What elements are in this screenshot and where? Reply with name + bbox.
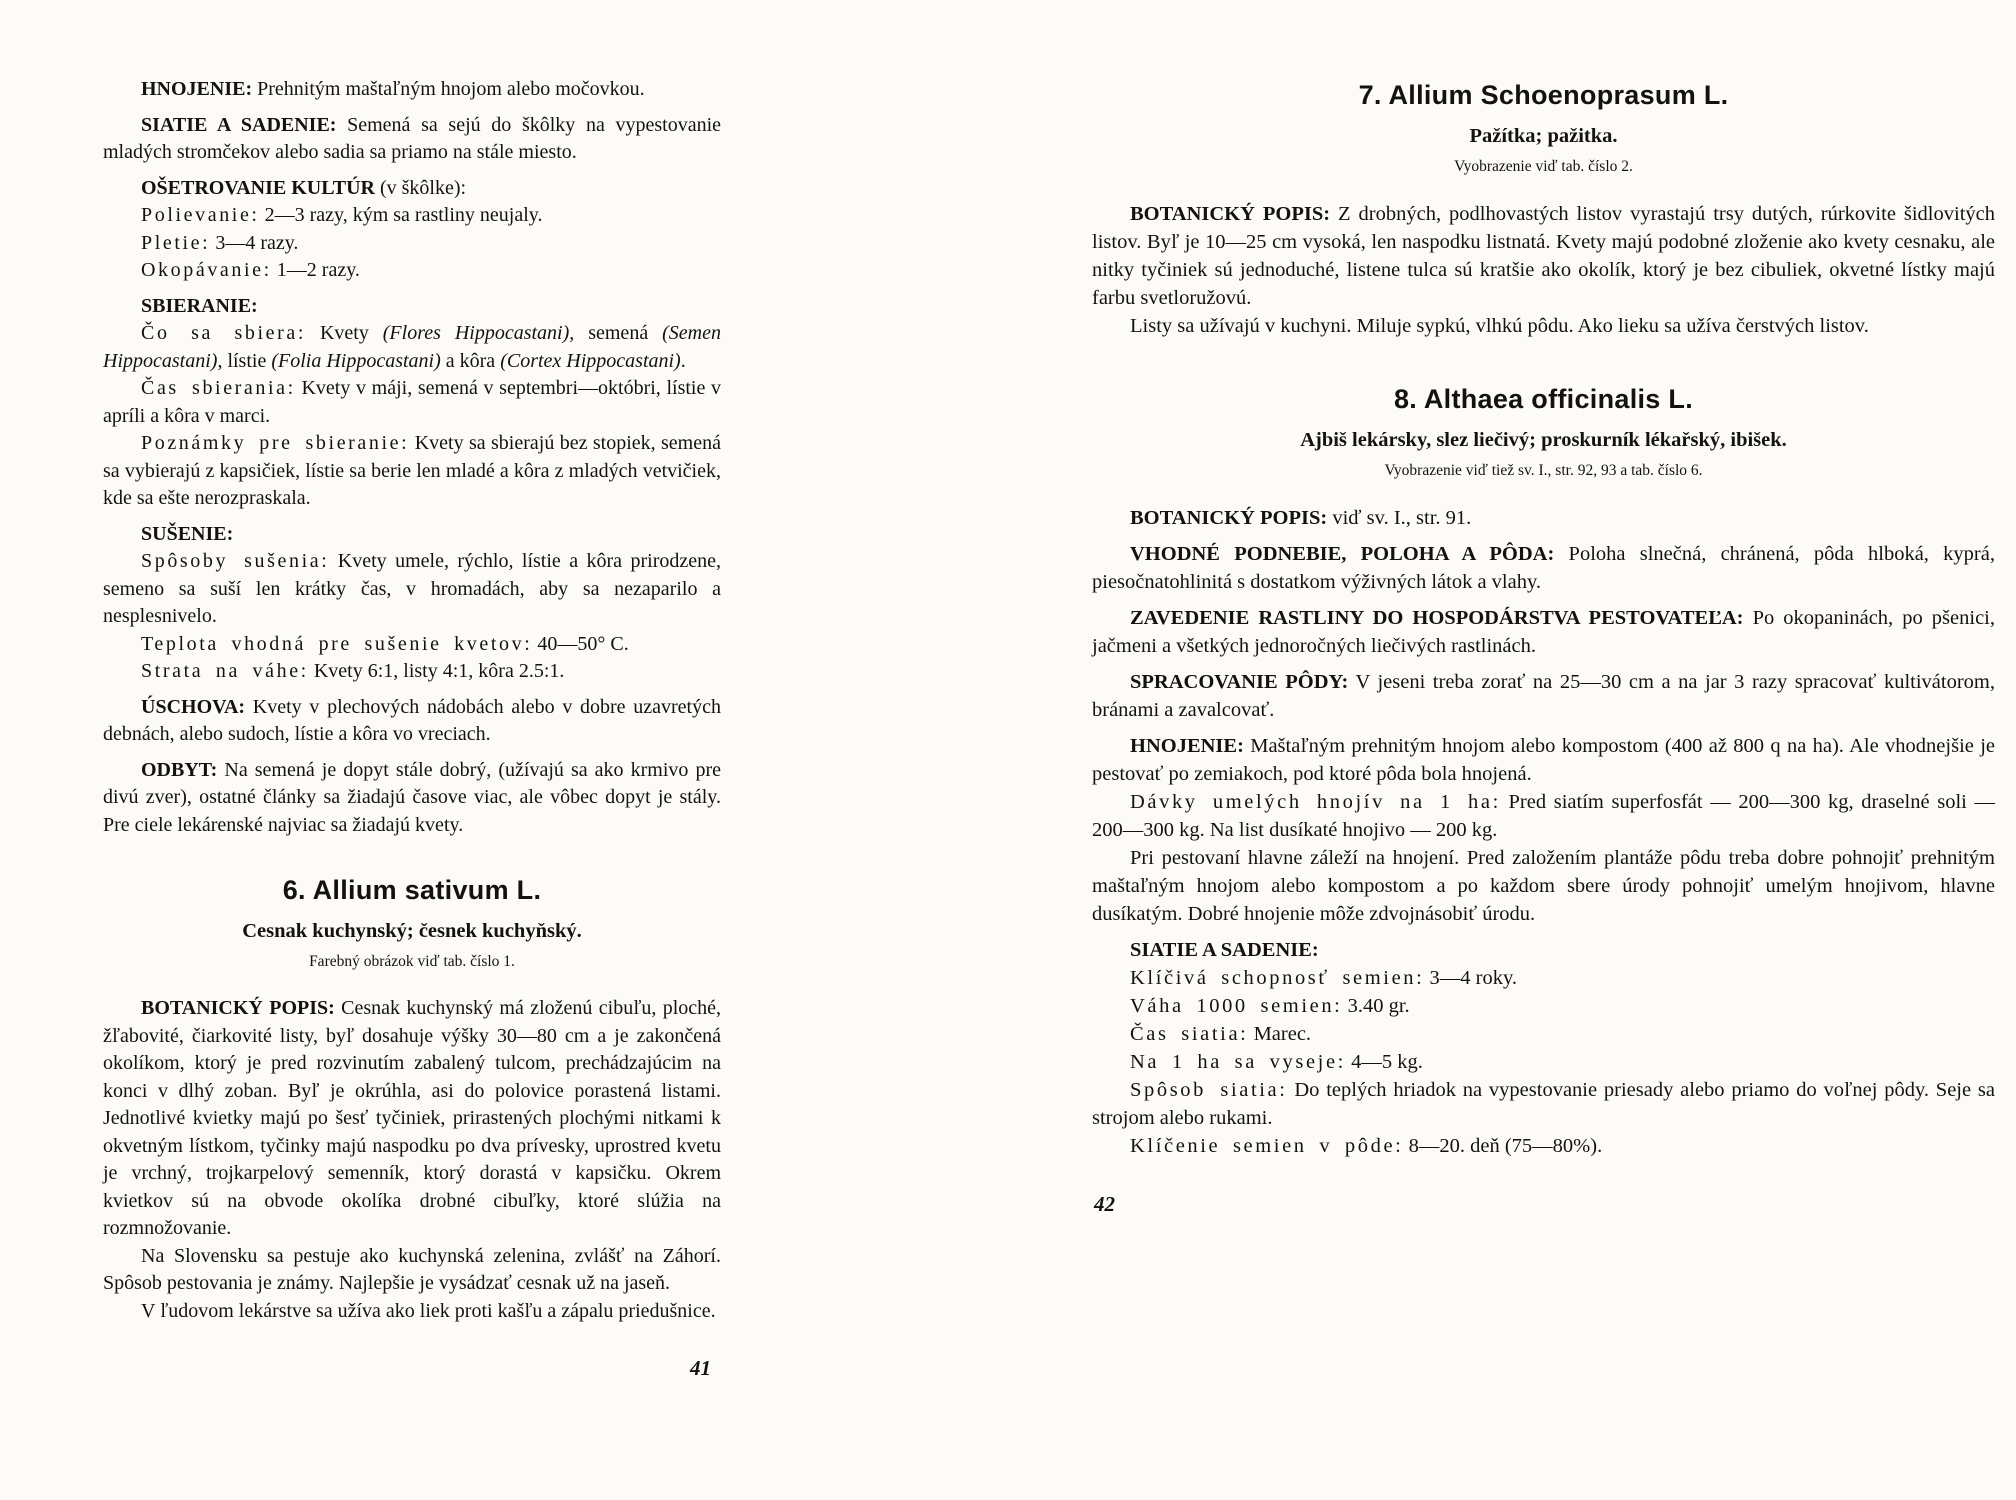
- text-run: 8—20. deň (75—80%).: [1403, 1135, 1603, 1157]
- section-heading-allium-sativum: 6. Allium sativum L.: [282, 875, 542, 905]
- section-heading-allium-schoenoprasum: 7. Allium Schoenoprasum L.: [1358, 80, 1729, 110]
- right-page: [1092, 76, 1995, 1218]
- text-run: Na Slovensku sa pestuje ako kuchynská zelenina, zvlášť na Záhorí. Spôsob pestovania je známy. Najlepšie je vysádzať cesnak už na jaseň.: [103, 1244, 721, 1294]
- text-run: Prehnitým maštaľným hnojom alebo močovkou.: [252, 78, 645, 100]
- text-run: Kvety sa sbierajú bez stopiek, semená sa vybierajú z kapsičiek, lístie sa berie len mladé a kôra z mladých vetvičiek, kde sa ešte nerozpraskala.: [103, 432, 721, 509]
- text-run: 2—3 razy, kým sa rastliny neujaly.: [259, 204, 543, 226]
- paragraph-vaha-semien: [1092, 992, 1995, 1020]
- paragraph-cas-siatia: [1092, 1020, 1995, 1048]
- text-run: Kvety 6:1, listy 4:1, kôra 2.5:1.: [308, 660, 565, 682]
- text-run: Klíčenie semien v pôde:: [1130, 1135, 1404, 1157]
- paragraph-vhodne-podnebie: [1092, 540, 1995, 596]
- text-run: Čas sbierania:: [141, 377, 296, 399]
- text-run: ZAVEDENIE RASTLINY DO HOSPODÁRSTVA PESTOVATEĽA:: [1130, 607, 1744, 629]
- text-run: Maštaľným prehnitým hnojom alebo kompostom (400 až 800 q na ha). Ale vhodnejšie je pestovať po zemiakoch, pod ktoré pôda bola hnojená.: [1092, 735, 1995, 785]
- text-run: (Cortex Hippocastani): [500, 349, 681, 372]
- text-run: .: [680, 349, 686, 372]
- paragraph-odbyt: [103, 757, 721, 840]
- text-run: SIATIE A SADENIE:: [141, 113, 337, 136]
- text-run: Do teplých hriadok na vypestovanie priesady alebo priamo do voľnej pôdy. Seje sa strojom alebo rukami.: [1092, 1079, 1995, 1129]
- text-run: Pri pestovaní hlavne záleží na hnojení. Pred založením plantáže pôdu treba dobre pohnojiť prehnitým maštaľným hnojom alebo kompostom a po každom sbere úrody pohnojiť umelým hnojivom, hlavne dusíkatým. Dobré hnojenie môže zdvojnásobiť úrodu.: [1092, 847, 1995, 925]
- text-run: 1—2 razy.: [271, 259, 360, 281]
- text-run: Z drobných, podlhovastých listov vyrastajú trsy dutých, rúrkovite šidlovitých listov. Byľ je 10—25 cm vysoká, len naspodku listnatá. Kvety majú podobné zloženie ako kvety cesnaku, ale nitky tyčiniek sú jednoduché, listene tulca sú kratšie ako okolík, ktorý je bez cibuliek, okvetné lístky majú farbu svetloružovú.: [1092, 203, 1995, 309]
- text-run: ibišek.: [1725, 429, 1787, 451]
- text-run: Pred siatím superfosfát — 200—300 kg, draselné soli — 200—300 kg. Na list dusíkaté hnojivo — 200 kg.: [1092, 791, 1995, 841]
- text-run: Marec.: [1248, 1023, 1312, 1045]
- text-run: 3—4 roky.: [1424, 967, 1518, 989]
- paragraph-cas-sbierania: [103, 375, 721, 430]
- text-run: proskurník lékařský,: [1541, 429, 1726, 451]
- text-run: Poloha slnečná, chránená, pôda hlboká, kyprá, piesočnatohlinitá s dostatkom výživných látok a vlahy.: [1092, 543, 1995, 593]
- text-run: HNOJENIE:: [141, 78, 253, 100]
- paragraph-osetrovanie: [103, 175, 721, 203]
- text-run: BOTANICKÝ POPIS:: [1130, 507, 1328, 529]
- text-run: 4—5 kg.: [1345, 1051, 1423, 1073]
- paragraph-botanicky-popis-ajbis: [1092, 504, 1995, 532]
- text-run: Listy sa užívajú v kuchyni. Miluje sypkú, vlhkú pôdu. Ako lieku sa užíva čerstvých listov.: [1130, 315, 1869, 337]
- paragraph-co-sa-sbiera: [103, 320, 721, 375]
- figure-reference-tab2: Vyobrazenie viď tab. číslo 2.: [1454, 158, 1633, 175]
- paragraph-sbieranie: [103, 293, 721, 321]
- text-run: BOTANICKÝ POPIS:: [141, 997, 335, 1019]
- text-run: 40—50° C.: [532, 632, 629, 655]
- text-run: viď sv. I., str. 91.: [1327, 507, 1472, 529]
- text-run: OŠETROVANIE KULTÚR: [141, 176, 375, 199]
- paragraph-vysev-na-ha: [1092, 1048, 1995, 1076]
- paragraph-pri-pestovani: [1092, 844, 1995, 928]
- text-run: Ajbiš lekársky,: [1300, 429, 1432, 451]
- text-run: Na semená je dopyt stále dobrý, (užívajú sa ako krmivo pre divú zver), ostatné články sa žiadajú časove viac, ale vôbec dopyt je stály. Pre ciele lekárenské najviac sa žiadajú kvety.: [103, 758, 721, 836]
- paragraph-uschova: [103, 694, 721, 749]
- paragraph-siatie-sadenie: [103, 112, 721, 167]
- left-page: [103, 76, 721, 1383]
- paragraph-klicivost: [1092, 964, 1995, 992]
- paragraph-susenie: [103, 521, 721, 549]
- text-run: slez liečivý;: [1431, 429, 1542, 451]
- paragraph-teplota: [103, 631, 721, 659]
- text-run: Spôsob siatia:: [1130, 1079, 1288, 1101]
- text-run: Čas siatia:: [1130, 1023, 1249, 1045]
- text-run: (v škôlke):: [374, 176, 467, 199]
- text-run: Pletie:: [141, 231, 211, 254]
- text-run: Cesnak kuchynský má zloženú cibuľu, ploché, žľabovité, čiarkovité listy, byľ dosahuje výšky 30—80 cm a je zakončená okolíkom, ktorý je pred rozvinutím zabalený tulcom, prechádzajúcim na konci v dlhý zoban. Byľ je okrúhla, asi do polovice porastená listami. Jednotlivé kvietky majú po šesť tyčiniek, prirastených plochými nitkami k okvetným lístkom, tyčinky majú naspodku po dva prívesky, uprostred kvetu je vrchný, trojkarpelový semenník, ktorý dorastá v kapsičku. Okrem kvietkov sú na obvode okolíka drobné cibuľky, ktoré slúžia na rozmnožovanie.: [103, 997, 722, 1239]
- text-run: 3.40 gr.: [1342, 995, 1410, 1017]
- text-run: Klíčivá schopnosť semien:: [1130, 967, 1425, 989]
- text-run: Strata na váhe:: [141, 660, 309, 682]
- text-run: , lístie: [217, 349, 272, 372]
- paragraph-pletie: [103, 230, 721, 258]
- paragraph-poznamky: [103, 430, 721, 513]
- text-run: SUŠENIE:: [141, 522, 234, 545]
- text-run: V jeseni treba zorať na 25—30 cm a na jar 3 razy spracovať kultivátorom, bránami a zavalcovať.: [1092, 671, 1995, 721]
- text-run: SPRACOVANIE PÔDY:: [1130, 671, 1349, 693]
- text-run: ODBYT:: [141, 758, 218, 781]
- figure-reference-tab6: Vyobrazenie viď tiež sv. I., str. 92, 93 a tab. číslo 6.: [1384, 462, 1703, 479]
- paragraph-strata-na-vahe: [103, 658, 721, 686]
- text-run: Okopávanie:: [141, 259, 272, 281]
- paragraph-davky-hnojiv: [1092, 788, 1995, 844]
- text-run: (Semen Hippocastani): [103, 322, 721, 372]
- section-heading-althaea-officinalis: 8. Althaea officinalis L.: [1393, 384, 1694, 414]
- paragraph-sposob-siatia: [1092, 1076, 1995, 1132]
- figure-reference-tab1: Farebný obrázok viď tab. číslo 1.: [309, 953, 515, 970]
- paragraph-hnojenie: [103, 76, 721, 104]
- common-names-allium-sativum: Cesnak kuchynský; česnek kuchyňský.: [242, 920, 582, 942]
- text-run: a kôra: [440, 349, 501, 372]
- paragraph-hnojenie-ajbis: [1092, 732, 1995, 788]
- page-number-42: 42: [1094, 1192, 1115, 1216]
- text-run: Kvety: [306, 322, 383, 344]
- page-number-41: 41: [690, 1356, 711, 1380]
- text-run: HNOJENIE:: [1130, 735, 1244, 757]
- common-names-pazitka: Pažítka; pažitka.: [1469, 125, 1618, 147]
- text-run: (Folia Hippocastani): [271, 349, 441, 372]
- paragraph-siatie-sadenie-ajbis: [1092, 936, 1995, 964]
- text-run: Kvety v máji, semená v septembri—októbri, lístie v apríli a kôra v marci.: [103, 377, 721, 427]
- text-run: Polievanie:: [141, 204, 260, 226]
- paragraph-ludove-lekarstvo: [103, 1298, 721, 1326]
- text-run: Teplota vhodná pre sušenie kvetov:: [141, 632, 533, 655]
- text-run: V ľudovom lekárstve sa užíva ako liek proti kašľu a zápalu priedušnice.: [141, 1299, 716, 1322]
- text-run: Čo sa sbiera:: [141, 322, 306, 344]
- text-run: Spôsoby sušenia:: [141, 550, 330, 572]
- text-run: SIATIE A SADENIE:: [1130, 939, 1319, 961]
- paragraph-listy-kuchyna: [1092, 312, 1995, 340]
- text-run: VHODNÉ PODNEBIE, POLOHA A PÔDA:: [1130, 543, 1555, 565]
- text-run: Dávky umelých hnojív na 1 ha:: [1130, 791, 1501, 813]
- text-run: , semená: [569, 322, 663, 344]
- text-run: Váha 1000 semien:: [1130, 995, 1343, 1017]
- text-run: Poznámky pre sbieranie:: [141, 432, 410, 454]
- text-run: BOTANICKÝ POPIS:: [1130, 203, 1331, 225]
- paragraph-polievanie: [103, 202, 721, 230]
- paragraph-na-slovensku: [103, 1243, 721, 1298]
- paragraph-okopavanie: [103, 257, 721, 285]
- paragraph-klicenie-v-pode: [1092, 1132, 1995, 1160]
- text-run: SBIERANIE:: [141, 294, 258, 317]
- text-run: Kvety umele, rýchlo, lístie a kôra prirodzene, semeno sa suší len krátky čas, v hromadách, aby sa nezaparilo a nesplesnivelo.: [103, 550, 721, 627]
- text-run: 3—4 razy.: [210, 231, 299, 254]
- paragraph-sposoby-susenia: [103, 548, 721, 631]
- text-run: Semená sa sejú do škôlky na vypestovanie mladých stromčekov alebo sadia sa priamo na stále miesto.: [103, 113, 722, 163]
- paragraph-zavedenie-rastliny: [1092, 604, 1995, 660]
- paragraph-botanicky-popis-pazitka: [1092, 200, 1995, 312]
- text-run: Na 1 ha sa vyseje:: [1130, 1051, 1346, 1073]
- text-run: (Flores Hippocastani): [382, 322, 570, 344]
- text-run: Po okopaninách, po pšenici, jačmeni a všetkých jednoročných liečivých rastlinách.: [1092, 607, 1995, 657]
- paragraph-spracovanie-pody: [1092, 668, 1995, 724]
- common-names-ajbis: [1092, 428, 1995, 452]
- paragraph-botanicky-popis-cesnak: [103, 995, 721, 1243]
- text-run: Kvety v plechových nádobách alebo v dobre uzavretých debnách, alebo sudoch, lístie a kôra vo vreciach.: [103, 695, 721, 745]
- text-run: ÚSCHOVA:: [141, 695, 246, 718]
